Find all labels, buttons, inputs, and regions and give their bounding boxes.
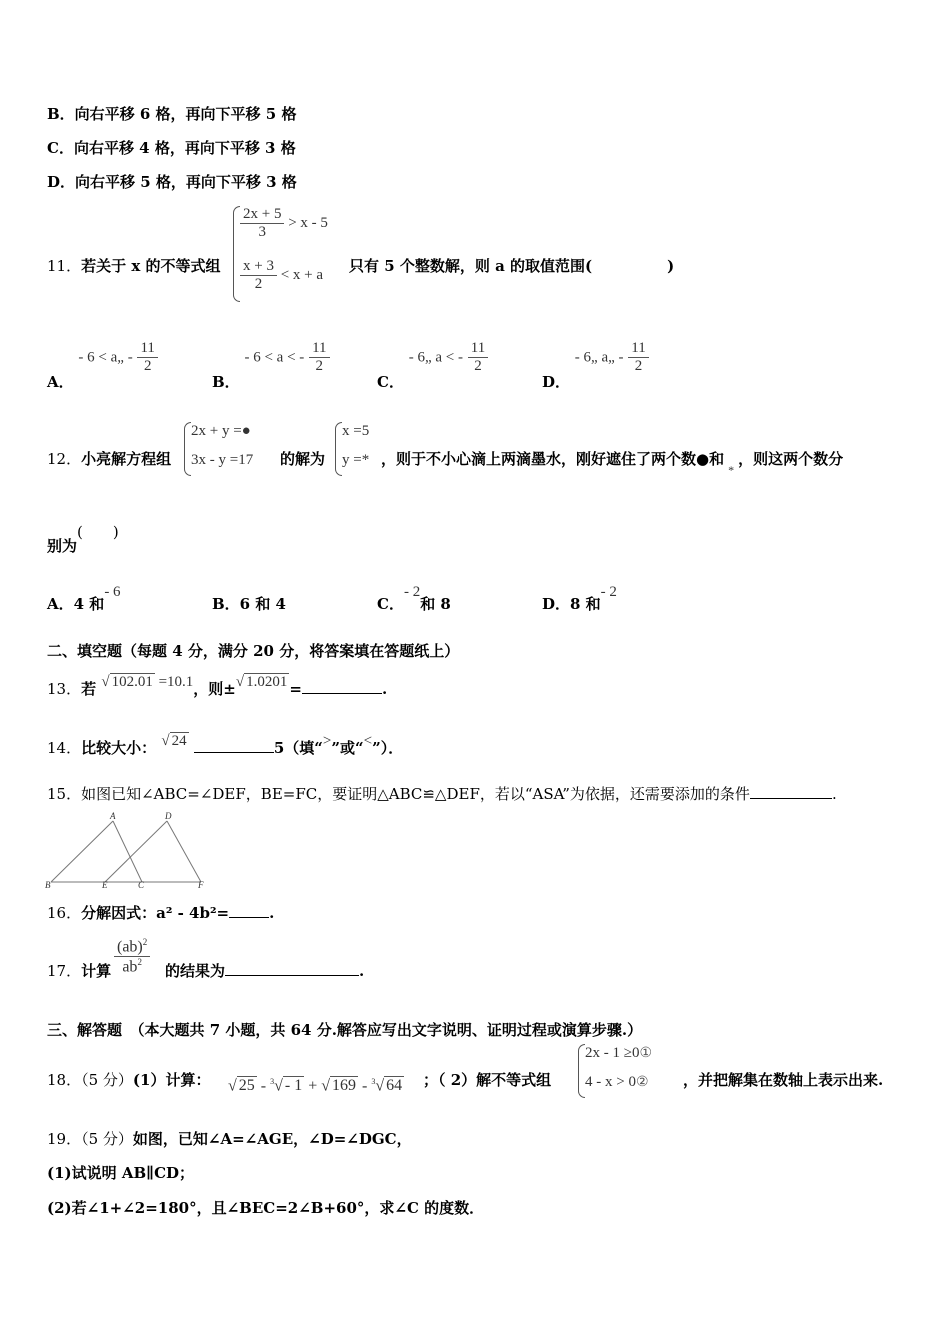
q11-ineq1-num: 2x + 5 <box>240 206 284 224</box>
q12-line2-text: 别为 <box>47 537 78 555</box>
q18-post: ，并把解集在数轴上表示出来. <box>683 1071 884 1089</box>
q13-number: 13． <box>47 680 82 698</box>
q14-rad: 24 <box>171 733 187 749</box>
q11-option-d-expr: - 6„ a„ - <box>574 349 624 366</box>
q19-number: 19． <box>47 1130 82 1148</box>
q18-ineq-2 <box>585 1074 649 1091</box>
q10-option-b: B．向右平移 6 格，再向下平移 5 格 <box>47 105 297 123</box>
q15-triangle-figure <box>43 808 213 890</box>
q16 <box>47 902 274 923</box>
q14-gt: > <box>322 733 332 749</box>
q11-c-frac-num: 11 <box>468 340 488 358</box>
q18-minus-1: - <box>260 1077 271 1095</box>
q18-number: 18． <box>47 1071 82 1089</box>
q11-option-a-label: A． <box>47 372 74 391</box>
q18-cube-index-1: 3 <box>270 1077 275 1086</box>
q14-five: 5（填“ <box>273 739 323 757</box>
q13-sqrt-2: √ 1.0201 <box>235 674 288 690</box>
q18-rad-neg1: - 1 <box>284 1077 303 1095</box>
q12-option-c <box>377 584 451 614</box>
q13-answer-blank[interactable] <box>302 693 382 694</box>
q12-line2 <box>47 523 119 556</box>
q16-number: 16． <box>47 904 82 922</box>
q12-option-d-text: D．8 和 <box>542 595 601 613</box>
q12-system-brace <box>184 422 191 476</box>
q12-option-c-label: C． <box>377 595 404 613</box>
q11-a-frac-den: 2 <box>143 358 152 374</box>
q18-rad-169: 169 <box>332 1077 357 1095</box>
q13-pre: 若 <box>81 680 97 698</box>
q11-ineq2-rhs: < x + a <box>280 266 324 283</box>
q15-label-e: E <box>102 880 108 890</box>
q11-option-a <box>47 340 158 391</box>
q14-lt: < <box>363 733 373 749</box>
q15-answer-blank[interactable] <box>750 798 832 799</box>
q11-ineq-1 <box>240 206 328 241</box>
q14-number: 14． <box>47 739 82 757</box>
q18-ineq1-mark: ① <box>639 1046 653 1061</box>
q12-sol-1: x =5 <box>342 423 370 439</box>
q18-part1: (1）计算： <box>132 1071 211 1089</box>
q18-minus-2: - <box>362 1077 372 1095</box>
q11-b-frac-num: 11 <box>309 340 329 358</box>
q10-option-d: D．向右平移 5 格，再向下平移 3 格 <box>47 173 297 191</box>
q11-d-frac-num: 11 <box>628 340 648 358</box>
q11-ineq1-den: 3 <box>258 224 266 240</box>
q11-option-b-expr: - 6 < a < - <box>244 349 305 366</box>
q17-post <box>165 960 364 981</box>
q17-end: . <box>359 962 365 980</box>
q12-mid: 的解为 <box>280 450 326 468</box>
q17-frac-num: (ab) <box>117 938 143 956</box>
q17-frac-num-sup: 2 <box>142 937 148 947</box>
q13 <box>47 674 388 699</box>
q12-pre: 小亮解方程组 <box>81 450 172 468</box>
q12-number: 12． <box>47 450 82 468</box>
q12-option-a <box>47 584 121 614</box>
q12-option-a-text: A．4 和 <box>47 595 105 613</box>
q17-pre: 计算 <box>81 962 112 980</box>
q11-option-d <box>542 340 649 391</box>
q13-rad-1: 102.01 <box>111 674 153 690</box>
q19 <box>47 1128 412 1149</box>
q17-fraction <box>114 937 150 977</box>
q11-d-frac-den: 2 <box>634 358 643 374</box>
q18-score: （5 分） <box>81 1071 133 1089</box>
q18-part2: ；（ 2）解不等式组 <box>423 1071 552 1089</box>
q14-pre: 比较大小： <box>81 739 157 757</box>
q12-star: * <box>728 463 735 477</box>
q12-post <box>381 448 844 477</box>
q12-solution-brace <box>335 422 342 476</box>
q11-ineq2-den: 2 <box>254 276 263 292</box>
q12-option-a-val: - 6 <box>104 584 121 600</box>
q12-option-c-post: 和 8 <box>420 595 451 613</box>
q15-label-d: D <box>165 811 172 821</box>
q11-b-frac-den: 2 <box>315 358 324 374</box>
q18-plus: + <box>308 1077 318 1095</box>
q15 <box>47 783 837 804</box>
q13-mid: ，则± <box>193 680 236 698</box>
q16-end: . <box>269 904 275 922</box>
q12-post-text: ，则于不小心滴上两滴墨水，刚好遮住了两个数●和 <box>381 450 725 468</box>
q17-frac-den-sup: 2 <box>137 957 142 968</box>
q15-line-ed <box>105 821 167 882</box>
q12-sol-2: y =* <box>342 452 370 468</box>
q11-ineq1-rhs: > x - 5 <box>288 214 328 231</box>
q11-ineq2-num: x + 3 <box>240 258 277 276</box>
q17-frac-den: ab <box>122 958 138 976</box>
q12-option-d-val: - 2 <box>600 584 617 600</box>
q19-score: （5 分） <box>81 1130 133 1148</box>
q19-part2: (2)若∠1+∠2=180°，且∠BEC=2∠B+60°，求∠C 的度数． <box>47 1199 485 1217</box>
q15-number: 15． <box>47 785 82 803</box>
q17-number: 17． <box>47 962 82 980</box>
q15-label-f: F <box>198 880 204 890</box>
q18-expression: √ 25 - $^3$√ - 1 + √ 169 - $^3$√ 64 <box>228 1077 403 1095</box>
q11-option-d-frac <box>628 340 648 375</box>
q11-number: 11． <box>47 257 82 275</box>
q19-part1: (1)试说明 AB∥CD； <box>47 1164 195 1182</box>
q18-cube-index-2: 3 <box>371 1077 376 1086</box>
q10-option-c: C．向右平移 4 格，再向下平移 3 格 <box>47 139 296 157</box>
q17-answer-blank[interactable] <box>225 975 359 976</box>
q11-option-c-frac <box>468 340 488 375</box>
q11-pre: 若关于 x 的不等式组 <box>81 257 221 275</box>
q11-system-brace <box>233 206 240 302</box>
q11-option-a-frac <box>137 340 157 375</box>
q15-label-b: B <box>45 880 51 890</box>
q15-text: 如图已知∠ABC=∠DEF，BE=FC，要证明△ABC≌△DEF，若以“ASA”为依据，还需要添加的条件 <box>81 785 750 803</box>
q11-ineq-2 <box>240 258 323 293</box>
q11-option-b-label: B． <box>212 372 240 391</box>
q18-ineq2-text: 4 - x > 0 <box>585 1074 636 1090</box>
q11-c-frac-den: 2 <box>474 358 482 374</box>
q15-label-c: C <box>138 880 145 890</box>
q18-rad-64: 64 <box>386 1077 403 1095</box>
q12-option-b: B．6 和 4 <box>212 595 286 613</box>
q11-post: 只有 5 个整数解，则 a 的取值范围( ) <box>349 257 675 275</box>
q16-text: 分解因式：a² - 4b²= <box>81 904 230 922</box>
q14-end: ”）． <box>372 739 404 757</box>
section-2-title: 二、填空题（每题 4 分，满分 20 分，将答案填在答题纸上） <box>47 642 460 660</box>
q11-option-b-frac <box>309 340 329 375</box>
q18 <box>47 1069 210 1090</box>
q12-option-d <box>542 584 617 614</box>
q12-eq-2: 3x - y =17 <box>191 452 254 468</box>
q15-end: . <box>831 785 837 803</box>
q15-line-ac <box>113 821 142 882</box>
q16-answer-blank[interactable] <box>229 917 269 918</box>
section-3-title: 三、解答题 （本大题共 7 小题，共 64 分.解答应写出文字说明、证明过程或演算步骤.） <box>47 1021 643 1039</box>
q14 <box>47 733 404 758</box>
q18-system-brace <box>578 1044 585 1098</box>
q19-text: 如图，已知∠A=∠AGE，∠D=∠DGC， <box>132 1130 412 1148</box>
q18-ineq1-text: 2x - 1 ≥0 <box>585 1045 640 1061</box>
q11-option-d-label: D． <box>542 372 571 391</box>
q11-option-b <box>212 340 330 391</box>
q13-sqrt-1: √ 102.01 =10.1 <box>101 674 194 690</box>
q14-or: ”或“ <box>331 739 364 757</box>
q12-paren: ( ) <box>77 523 119 541</box>
q15-line-ba <box>51 821 113 882</box>
q15-label-a: A <box>110 811 116 821</box>
q12-stem <box>47 448 171 469</box>
q12-eq-1: 2x + y =● <box>191 423 251 439</box>
q13-post: = <box>289 680 302 698</box>
q11-option-a-expr: - 6 < a„ - <box>78 349 133 366</box>
q18-ineq2-mark: ② <box>635 1075 649 1090</box>
q17 <box>47 960 111 981</box>
q15-line-df <box>167 821 201 882</box>
q11-a-frac-num: 11 <box>137 340 157 358</box>
q12-option-c-val: - 2 <box>403 584 421 600</box>
q13-end: . <box>381 680 388 698</box>
q18-ineq-1 <box>585 1045 652 1062</box>
q13-eq: =10.1 <box>158 674 194 690</box>
q14-sqrt: √ 24 <box>161 733 187 749</box>
q11-option-c-expr: - 6„ a < - <box>408 349 463 366</box>
q14-answer-blank[interactable] <box>194 752 274 753</box>
q13-rad-2: 1.0201 <box>246 674 288 690</box>
q17-post-text: 的结果为 <box>165 962 226 980</box>
q12-post2: ，则这两个数分 <box>738 450 844 468</box>
q18-rad-25: 25 <box>238 1077 255 1095</box>
q11-option-c <box>377 340 488 391</box>
q11-stem <box>47 255 220 276</box>
q11-option-c-label: C． <box>377 372 404 391</box>
